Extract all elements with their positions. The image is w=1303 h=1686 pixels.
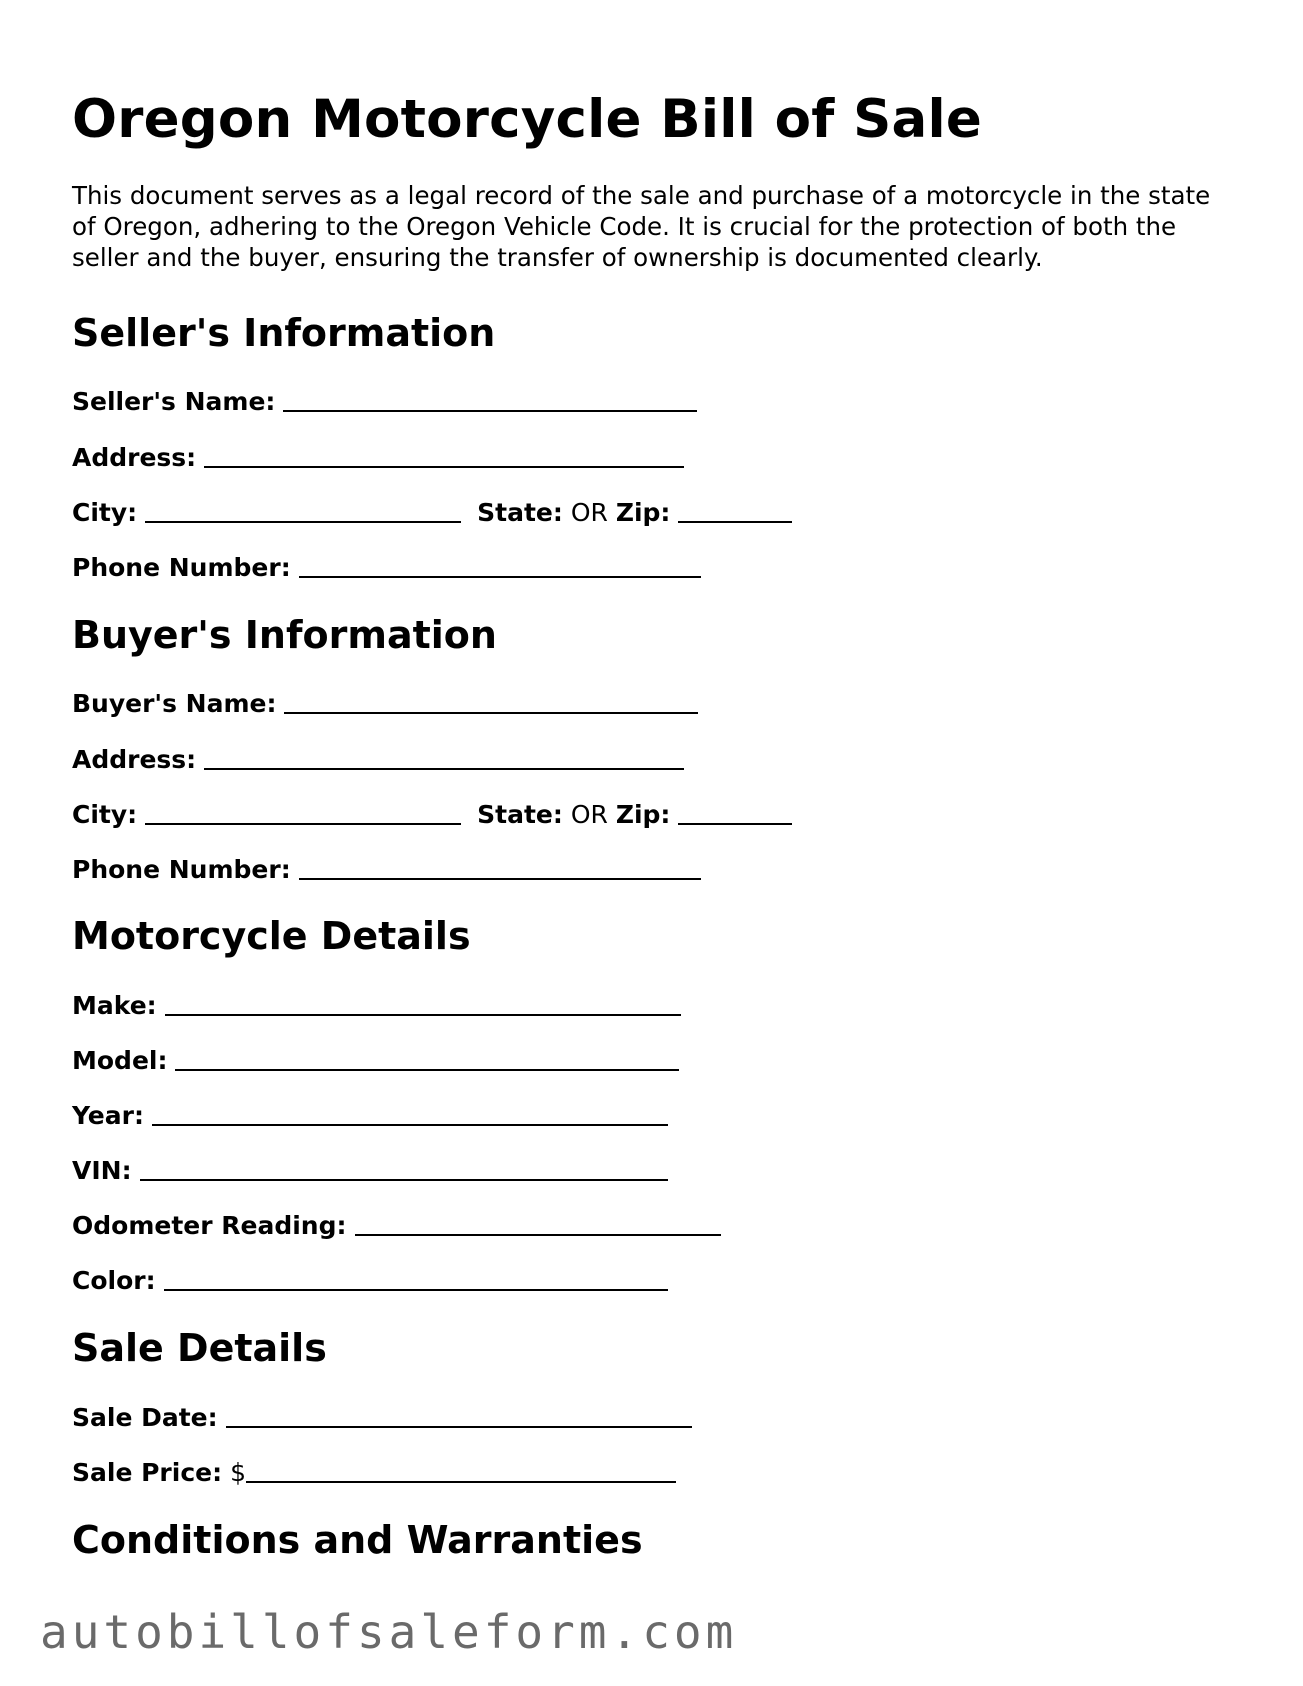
color-label: Color: [72, 1266, 156, 1295]
document-page [72, 88, 1232, 273]
seller-name-label: Seller's Name: [72, 387, 276, 416]
sale-price-label: Sale Price: [72, 1458, 223, 1487]
seller-city-label: City: [72, 498, 138, 527]
model-label: Model: [72, 1046, 168, 1075]
sale-date-field[interactable] [226, 1402, 692, 1428]
vin-row [72, 1155, 668, 1186]
seller-phone-field[interactable] [299, 552, 701, 578]
buyer-phone-row [72, 854, 701, 885]
color-row [72, 1265, 668, 1296]
buyer-heading: Buyer's Information [72, 613, 497, 657]
model-field[interactable] [175, 1045, 679, 1071]
odometer-field[interactable] [355, 1210, 721, 1236]
seller-city-field[interactable] [145, 497, 461, 523]
page-title: Oregon Motorcycle Bill of Sale [72, 89, 982, 150]
odometer-row [72, 1210, 721, 1241]
vin-label: VIN: [72, 1156, 132, 1185]
buyer-state-label: State: [477, 800, 563, 829]
model-row [72, 1045, 679, 1076]
vin-field[interactable] [140, 1155, 668, 1181]
seller-address-label: Address: [72, 443, 197, 472]
sale-price-field[interactable] [246, 1457, 676, 1483]
sale-date-label: Sale Date: [72, 1403, 218, 1432]
buyer-zip-field[interactable] [678, 799, 792, 825]
seller-address-field[interactable] [204, 442, 684, 468]
seller-phone-label: Phone Number: [72, 553, 291, 582]
make-label: Make: [72, 991, 157, 1020]
seller-address-row [72, 442, 684, 473]
odometer-label: Odometer Reading: [72, 1211, 347, 1240]
year-label: Year: [72, 1101, 144, 1130]
buyer-address-field[interactable] [204, 744, 684, 770]
buyer-city-label: City: [72, 800, 138, 829]
make-field[interactable] [165, 990, 681, 1016]
buyer-name-label: Buyer's Name: [72, 689, 277, 718]
seller-zip-field[interactable] [678, 497, 792, 523]
sale-price-row [72, 1457, 676, 1488]
sale-price-prefix: $ [230, 1458, 246, 1487]
seller-zip-label: Zip: [615, 498, 671, 527]
seller-state-value: OR [570, 498, 608, 527]
conditions-heading: Conditions and Warranties [72, 1518, 643, 1562]
sale-date-row [72, 1402, 692, 1433]
watermark: autobillofsaleform.com [40, 1605, 738, 1659]
year-row [72, 1100, 668, 1131]
intro-paragraph: This document serves as a legal record of the sale and purchase of a motorcycle in the state of Oregon, adhering to the Oregon Vehicle Code. It is crucial for the protection of both the seller and the buyer, ensuring the transfer of ownership is documented clearly. [72, 181, 1211, 272]
motorcycle-heading: Motorcycle Details [72, 914, 471, 958]
buyer-city-row [72, 799, 792, 830]
seller-heading: Seller's Information [72, 311, 496, 355]
buyer-address-row [72, 744, 684, 775]
buyer-state-value: OR [570, 800, 608, 829]
seller-phone-row [72, 552, 701, 583]
seller-state-label: State: [477, 498, 563, 527]
sale-heading: Sale Details [72, 1326, 327, 1370]
seller-name-row [72, 386, 697, 417]
make-row [72, 990, 681, 1021]
buyer-phone-label: Phone Number: [72, 855, 291, 884]
seller-name-field[interactable] [283, 386, 697, 412]
color-field[interactable] [164, 1265, 668, 1291]
buyer-zip-label: Zip: [615, 800, 671, 829]
year-field[interactable] [152, 1100, 668, 1126]
buyer-name-field[interactable] [284, 688, 698, 714]
buyer-city-field[interactable] [145, 799, 461, 825]
buyer-name-row [72, 688, 698, 719]
buyer-address-label: Address: [72, 745, 197, 774]
seller-city-row [72, 497, 792, 528]
buyer-phone-field[interactable] [299, 854, 701, 880]
